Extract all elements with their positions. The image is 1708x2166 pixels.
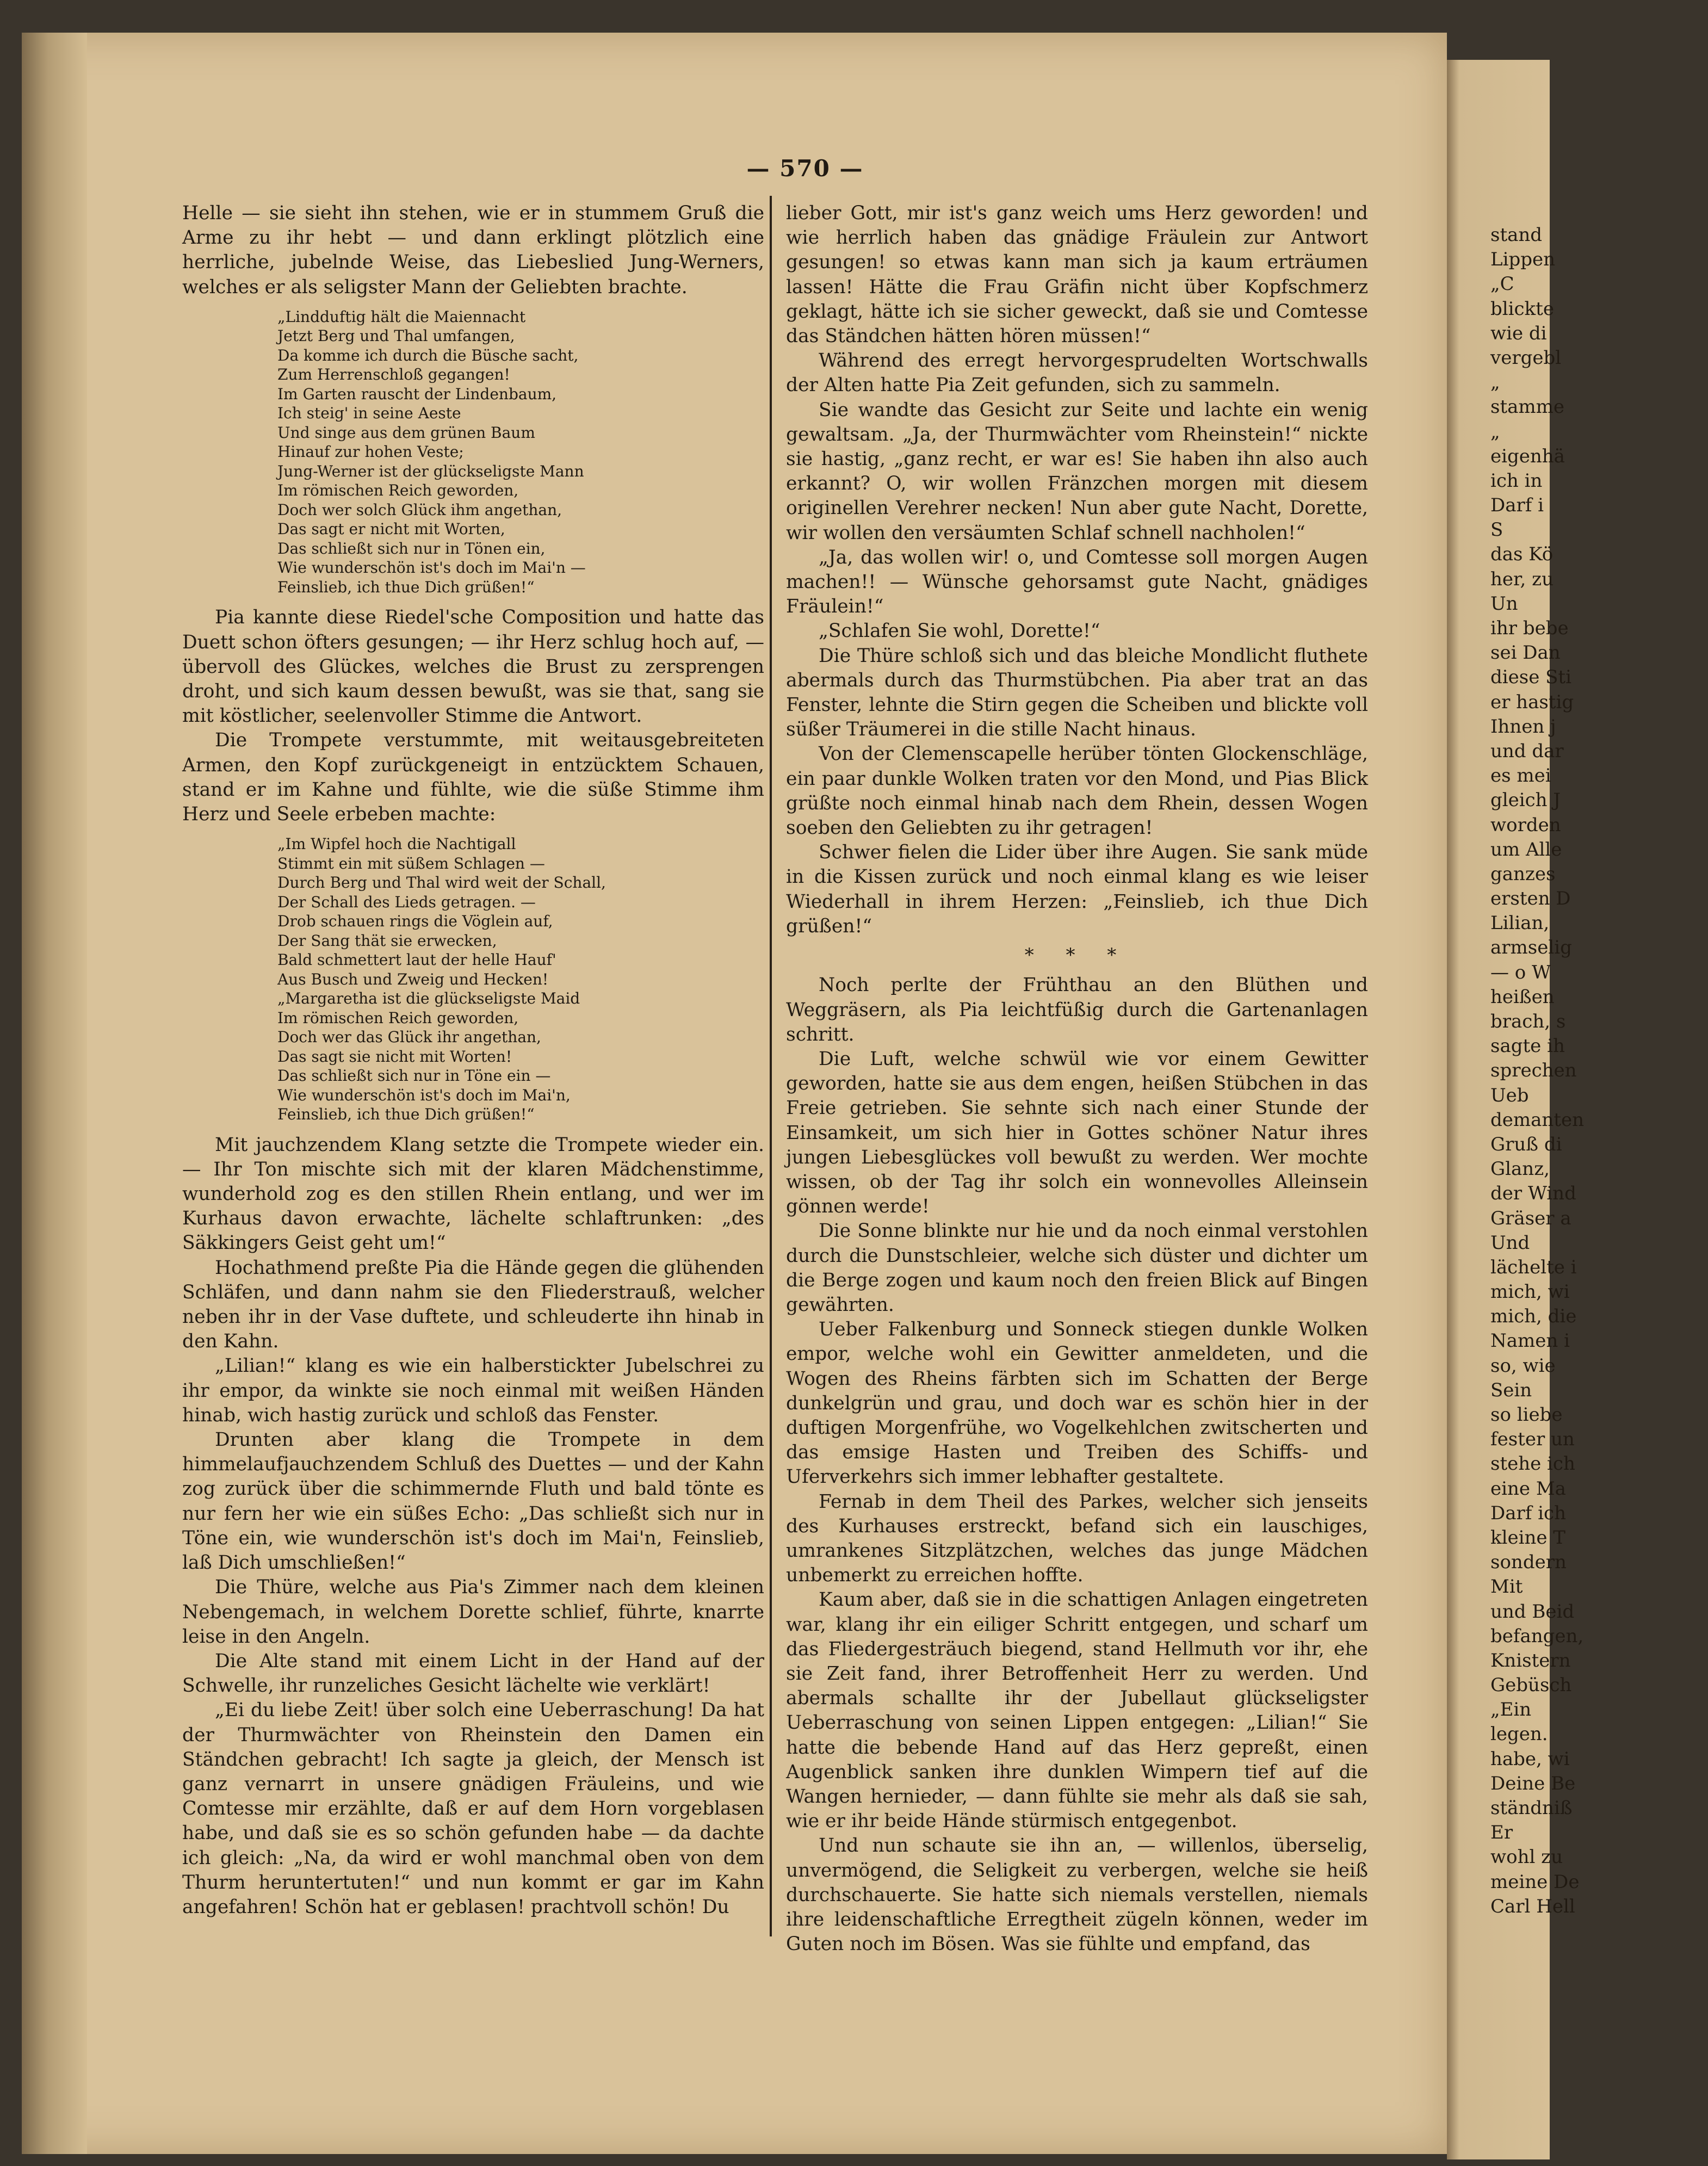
verse-line: Stimmt ein mit süßem Schlagen —: [277, 854, 545, 872]
next-page-fragment: mich, wi: [1490, 1281, 1570, 1303]
next-page-fragment: — o W: [1490, 961, 1551, 983]
next-page-fragment: Und: [1490, 1231, 1530, 1254]
left-column: [182, 201, 764, 1920]
paragraph: Helle — sie sieht ihn stehen, wie er in stummem Gruß die Arme zu ihr hebt — und dann erklingt plötzlich eine herrliche, jubelnde Weise, das Liebeslied Jung-Werners, welches er als seligster Mann der Geliebten brachte.: [182, 202, 764, 298]
next-page-fragment: worden: [1490, 814, 1561, 836]
next-page-fragment: „Ein: [1490, 1699, 1532, 1721]
next-page-fragment: er hastig: [1490, 691, 1574, 713]
verse-line: Das sagt er nicht mit Worten,: [277, 520, 505, 539]
next-page-fragment: her, zu: [1490, 568, 1554, 590]
right-column: [786, 201, 1368, 1957]
verse-line: Feinslieb, ich thue Dich grüßen!“: [277, 1105, 535, 1124]
verse-line: Feinslieb, ich thue Dich grüßen!“: [277, 578, 535, 596]
next-page-fragment: mich, die: [1490, 1305, 1577, 1328]
next-page-fragment: Un: [1490, 592, 1518, 615]
next-page-fragment: Carl Hell: [1490, 1895, 1575, 1917]
next-page-fragment: stamme: [1490, 396, 1564, 418]
verse-line: Hinauf zur hohen Veste;: [277, 443, 464, 461]
next-page-fragment: befangen,: [1490, 1625, 1584, 1647]
paragraph: Noch perlte der Frühthau an den Blüthen und Weggräsern, als Pia leichtfüßig durch die Gartenanlagen schritt.: [786, 974, 1368, 1045]
next-page-fragment: Ueb: [1490, 1084, 1529, 1106]
next-page-fragment: eine Ma: [1490, 1477, 1566, 1500]
next-page-fragment: stand: [1490, 224, 1543, 246]
paragraph: Die Luft, welche schwül wie vor einem Gewitter geworden, hatte sie aus dem engen, heißen Stübchen in das Freie getrieben. Sie sehnte sich nach einer Stunde der Einsamkeit, um sich hier in Gottes schöner Natur ihres jungen Liebesglückes voll bewußt zu werden. Wer mochte wissen, ob der Tag ihr solch ein wonnevolles Alleinsein gönnen werde!: [786, 1048, 1368, 1218]
paragraph: „Ei du liebe Zeit! über solch eine Ueberraschung! Da hat der Thurmwächter von Rheinstein den Damen ein Ständchen gebracht! Ich sagte ja gleich, der Mensch ist ganz vernarrt in unsere gnädigen Fräuleins, und wie Comtesse mir erzählte, daß er auf dem Horn vorgeblasen habe, und daß sie es so schön gefunden habe — da dachte ich gleich: „Na, da wird er wohl manchmal oben von dem Thurm heruntertuten!“ und nun kommt er gar im Kahn angefahren! Schön hat er geblasen! prachtvoll schön! Du: [182, 1699, 764, 1918]
verse-line: „Im Wipfel hoch die Nachtigall: [277, 835, 516, 853]
paragraph: Und nun schaute sie ihn an, — willenlos, überselig, unvermögend, die Seligkeit zu verbergen, welche sie heiß durchschauerte. Sie hatte sich niemals verstellen, niemals ihre leidenschaftliche Erregtheit zügeln können, weder im Guten noch im Bösen. Was sie fühlte und empfand, das: [786, 1835, 1368, 1955]
next-page-fragment: Er: [1490, 1822, 1513, 1844]
next-page-fragment: Namen i: [1490, 1330, 1570, 1352]
paragraph: Während des erregt hervorgesprudelten Wortschwalls der Alten hatte Pia Zeit gefunden, sich zu sammeln.: [786, 350, 1368, 397]
next-page-fragment: sprechen: [1490, 1060, 1577, 1082]
verse-line: Im Garten rauscht der Lindenbaum,: [277, 385, 557, 403]
next-page-fragment: lächelte i: [1490, 1256, 1577, 1278]
next-page-fragment: legen.: [1490, 1723, 1548, 1746]
page-gutter: [22, 33, 87, 2154]
page-number: — 570 —: [746, 155, 864, 182]
verse-line: „Margaretha ist die glückseligste Maid: [277, 989, 580, 1008]
verse-line: Bald schmettert laut der helle Hauf': [277, 951, 556, 969]
paragraph: Hochathmend preßte Pia die Hände gegen die glühenden Schläfen, und dann nahm sie den Fliederstrauß, welcher neben ihr in der Vase duftete, und schleuderte ihn hinab in den Kahn.: [182, 1257, 764, 1353]
verse-line: Im römischen Reich geworden,: [277, 481, 519, 500]
verse-line: Wie wunderschön ist's doch im Mai'n,: [277, 1086, 571, 1104]
verse-line: Da komme ich durch die Büsche sacht,: [277, 346, 579, 364]
next-page-fragment: ihr bebe: [1490, 617, 1569, 639]
next-page-fragment: fester un: [1490, 1428, 1575, 1451]
verse-line: Und singe aus dem grünen Baum: [277, 423, 535, 442]
next-page-fragment: heißen: [1490, 986, 1555, 1008]
paragraph: Die Sonne blinkte nur hie und da noch einmal verstohlen durch die Dunstschleier, welche sich düster und dichter um die Berge zogen und kaum noch den freien Blick auf Bingen gewährten.: [786, 1220, 1368, 1316]
next-page-fragment: um Alle: [1490, 838, 1562, 861]
next-page-fragment: kleine T: [1490, 1526, 1565, 1549]
next-page-fragment: Ihnen j: [1490, 715, 1556, 738]
paragraph: Von der Clemenscapelle herüber tönten Glockenschläge, ein paar dunkle Wolken traten vor den Mond, und Pias Blick grüßte noch einmal hinab nach dem Rhein, dessen Wogen soeben den Geliebten zu ihr getragen!: [786, 743, 1368, 839]
next-page-edge: [1447, 60, 1584, 2159]
next-page-fragment: ganzes: [1490, 863, 1556, 885]
next-page-fragment: und dar: [1490, 740, 1564, 762]
verse-line: Doch wer solch Glück ihm angethan,: [277, 500, 562, 519]
verse-line: Der Schall des Lieds getragen. —: [277, 893, 536, 911]
next-page-fragment: der Wind: [1490, 1183, 1576, 1205]
next-page-fragment: Darf i: [1490, 494, 1544, 517]
paragraph: Die Thüre schloß sich und das bleiche Mondlicht fluthete abermals durch das Thurmstübchen. Pia aber trat an das Fenster, lehnte die Stirn gegen die Scheiben und blickte voll süßer Träumerei in die stille Nacht hinaus.: [786, 645, 1368, 741]
paragraph: Mit jauchzendem Klang setzte die Trompete wieder ein. — Ihr Ton mischte sich mit der klaren Mädchenstimme, wunderhold zog es den stillen Rhein entlang, und wer im Kurhaus davon erwachte, lächelte schlaftrunken: „des Säkkingers Geist geht um!“: [182, 1134, 764, 1254]
verse-line: Im römischen Reich geworden,: [277, 1008, 519, 1027]
next-page-fragment: Deine Be: [1490, 1772, 1576, 1794]
paragraph: Die Alte stand mit einem Licht in der Hand auf der Schwelle, ihr runzeliches Gesicht lächelte wie verklärt!: [182, 1650, 764, 1697]
paragraph: „Ja, das wollen wir! o, und Comtesse soll morgen Augen machen!! — Wünsche gehorsamst gute Nacht, gnädiges Fräulein!“: [786, 546, 1368, 618]
paragraph: „Lilian!“ klang es wie ein halberstickter Jubelschrei zu ihr empor, da winkte sie noch einmal mit weißen Händen hinab, wich hastig zurück und schloß das Fenster.: [182, 1355, 764, 1426]
verse-line: Ich steig' in seine Aeste: [277, 404, 461, 423]
verse-line: Das schließt sich nur in Tönen ein,: [277, 539, 546, 558]
next-page-fragment: eigenhä: [1490, 445, 1565, 467]
verse-line: Jung-Werner ist der glückseligste Mann: [277, 462, 584, 480]
next-page-fragment: Gebüsch: [1490, 1674, 1572, 1697]
paragraph: Schwer fielen die Lider über ihre Augen. Sie sank müde in die Kissen zurück und noch einmal klang es wie leiser Wiederhall in ihrem Herzen: „Feinslieb, ich thue Dich grüßen!“: [786, 841, 1368, 937]
verse-line: Jetzt Berg und Thal umfangen,: [277, 327, 515, 345]
next-page-fragment: diese Sti: [1490, 666, 1571, 689]
next-page-fragment: gleich J: [1490, 789, 1561, 812]
paragraph: Sie wandte das Gesicht zur Seite und lachte ein wenig gewaltsam. „Ja, der Thurmwächter vom Rheinstein!“ nickte sie hastig, „ganz recht, er war es! Sie haben ihn also auch erkannt? O, wir wollen Fränzchen morgen mit diesem originellen Verehrer necken! Nun aber gute Nacht, Dorette, wir wollen den versäumten Schlaf schnell nachholen!“: [786, 399, 1368, 544]
next-page-fragment: so liebe: [1490, 1404, 1563, 1426]
verse-line: Der Sang thät sie erwecken,: [277, 931, 497, 950]
poem-verse: [277, 834, 764, 1124]
paragraph: lieber Gott, mir ist's ganz weich ums Herz geworden! und wie herrlich haben das gnädige Fräulein zur Antwort gesungen! so etwas kann man sich ja kaum erträumen lassen! Hätte die Frau Gräfin nicht über Kopfschmerz geklagt, hätte ich sie sicher geweckt, daß sie und Comtesse das Ständchen hätten hören müssen!“: [786, 202, 1368, 348]
next-page-fragment: sondern: [1490, 1551, 1567, 1574]
next-page-fragment: stehe ich: [1490, 1453, 1575, 1475]
paragraph: Fernab in dem Theil des Parkes, welcher sich jenseits des Kurhauses erstreckt, befand sich ein lauschiges, umrankenes Sitzplätzchen, welches das junge Mädchen unbemerkt zu erreichen hoffte.: [786, 1490, 1368, 1587]
paragraph: Die Thüre, welche aus Pia's Zimmer nach dem kleinen Nebengemach, in welchem Dorette schlief, führte, knarrte leise in den Angeln.: [182, 1576, 764, 1648]
verse-line: Zum Herrenschloß gegangen!: [277, 366, 510, 384]
next-page-fragment: habe, wi: [1490, 1748, 1570, 1770]
next-page-fragment: vergebl: [1490, 346, 1562, 369]
next-page-fragment: und Beid: [1490, 1600, 1575, 1623]
paragraph: Kaum aber, daß sie in die schattigen Anlagen eingetreten war, klang ihr ein eiliger Schritt entgegen, und scharf um das Fliedergesträuch biegend, stand Hellmuth vor ihr, ehe sie Zeit fand, ihrer Betroffenheit Herr zu werden. Und abermals schallte ihr der Jubellaut glückseligster Ueberraschung von seinen Lippen entgegen: „Lilian!“ Sie hatte die bebende Hand auf das Herz gepreßt, einen Augenblick sanken ihre dunklen Wimpern tief auf die Wangen hernieder, — dann fühlte sie mehr als daß sie sah, wie er ihr beide Hände stürmisch entgegenbot.: [786, 1589, 1368, 1833]
next-page-fragment: meine De: [1490, 1871, 1580, 1893]
paragraph: Drunten aber klang die Trompete in dem himmelaufjauchzendem Schluß des Duettes — und der Kahn zog zurück über die schimmernde Fluth und bald tönte es nur fern her wie ein süßes Echo: „Das schließt sich nur in Töne ein, wie wunderschön ist's doch im Mai'n, Feinslieb, laß Dich umschließen!“: [182, 1429, 764, 1574]
next-page-fragment: blickte: [1490, 298, 1554, 320]
next-page-fragment: wohl zu: [1490, 1846, 1563, 1868]
next-page-fragment: S: [1490, 519, 1503, 541]
next-page-fragment: Knistern: [1490, 1649, 1571, 1672]
paragraph: Die Trompete verstummte, mit weitausgebreiteten Armen, den Kopf zurückgeneigt in entzücktem Schauen, stand er im Kahne und fühlte, wie die süße Stimme ihm Herz und Seele erbeben machte:: [182, 729, 764, 825]
next-page-text: [1490, 223, 1708, 1919]
next-page-fragment: brach, s: [1490, 1011, 1566, 1032]
section-separator: * * *: [1024, 944, 1130, 967]
next-page-fragment: es mei: [1490, 765, 1551, 787]
verse-line: „Lindduftig hält die Maiennacht: [277, 307, 526, 326]
next-page-fragment: sei Dan: [1490, 642, 1561, 664]
verse-line: Das sagt sie nicht mit Worten!: [277, 1047, 512, 1066]
column-divider: [770, 196, 772, 1936]
verse-line: Drob schauen rings die Vöglein auf,: [277, 912, 553, 931]
verse-line: Wie wunderschön ist's doch im Mai'n —: [277, 559, 586, 577]
next-page-fragment: „: [1490, 420, 1500, 443]
paragraph: Pia kannte diese Riedel'sche Composition und hatte das Duett schon öfters gesungen; — ihr Herz schlug hoch auf, — übervoll des Glückes, welches die Brust zu zersprengen droht, und sich kaum dessen bewußt, was sie that, sang sie mit köstlicher, seelenvoller Stimme die Antwort.: [182, 607, 764, 727]
next-page-fragment: so, wie: [1490, 1354, 1556, 1377]
paragraph: „Schlafen Sie wohl, Dorette!“: [819, 620, 1100, 642]
next-page-fragment: das Kö: [1490, 543, 1554, 566]
next-page-fragment: ersten D: [1490, 888, 1571, 910]
poem-verse: [277, 307, 764, 597]
next-page-fragment: Darf ich: [1490, 1502, 1566, 1524]
next-page-fragment: sagte ih: [1490, 1035, 1565, 1057]
verse-line: Das schließt sich nur in Töne ein —: [277, 1067, 551, 1085]
next-page-fragment: „C: [1490, 273, 1514, 295]
verse-line: Aus Busch und Zweig und Hecken!: [277, 970, 549, 988]
next-page-fragment: ständniß: [1490, 1797, 1573, 1819]
next-page-fragment: Gräser a: [1490, 1207, 1571, 1229]
next-page-fragment: wie di: [1490, 322, 1547, 344]
next-page-fragment: armselig: [1490, 937, 1572, 959]
next-page-fragment: demanten: [1490, 1109, 1584, 1131]
next-page-fragment: „: [1490, 372, 1500, 394]
verse-line: Durch Berg und Thal wird weit der Schall,: [277, 874, 606, 892]
next-page-fragment: Mit: [1490, 1576, 1523, 1598]
next-page-fragment: Glanz,: [1490, 1158, 1550, 1180]
verse-line: Doch wer das Glück ihr angethan,: [277, 1028, 541, 1047]
next-page-fragment: Lilian,: [1490, 912, 1550, 935]
next-page-fragment: ich in: [1490, 469, 1543, 492]
next-page-fragment: Lippen: [1490, 249, 1555, 271]
next-page-fragment: Gruß di: [1490, 1133, 1562, 1155]
paragraph: Ueber Falkenburg und Sonneck stiegen dunkle Wolken empor, welche wohl ein Gewitter anmeldeten, und die Wogen des Rheins färbten sich im Schatten der Berge dunkelgrün und grau, und doch war es schön hier in der duftigen Morgenfrühe, wo Vogelkehlchen zwitscherten und das emsige Hasten und Treiben des Schiffs- und Uferverkehrs sich immer lebhafter gestaltete.: [786, 1319, 1368, 1488]
next-page-fragment: Sein: [1490, 1379, 1532, 1401]
